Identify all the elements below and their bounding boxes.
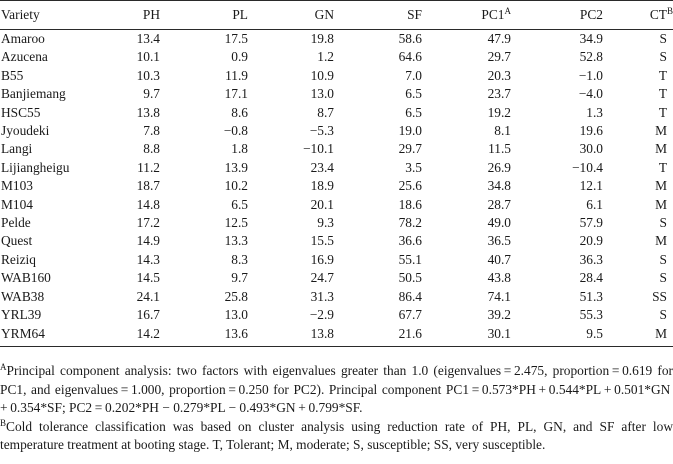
cell-pc2: −1.0	[578, 67, 603, 83]
table-row	[0, 48, 673, 66]
cell-gn: 1.2	[317, 49, 334, 65]
cell-sf: 50.5	[398, 270, 422, 286]
footnote-a	[0, 362, 673, 418]
cell-ct: T	[658, 86, 667, 102]
cell-ct: S	[659, 31, 667, 46]
cell-ct: M	[655, 196, 667, 212]
cell-variety: Langi	[1, 141, 33, 157]
cell-pc2: 51.3	[579, 288, 603, 304]
cell-ct: T	[658, 159, 667, 175]
cell-sf: 18.6	[398, 196, 422, 212]
cell-ct: M	[655, 178, 667, 194]
cell-pc1: 29.7	[487, 49, 511, 65]
cell-ct: T	[658, 67, 667, 83]
cell-pc2: 19.6	[579, 123, 603, 139]
cell-ph: 10.1	[136, 49, 160, 65]
cell-ph: 13.4	[136, 31, 160, 46]
cell-pc2: 57.9	[579, 215, 603, 231]
cell-ph: 10.3	[136, 67, 160, 83]
cell-pc1: 20.3	[487, 67, 511, 83]
header-ct	[603, 1, 673, 30]
cell-pc2: −4.0	[578, 86, 603, 102]
cell-ph: 14.2	[112, 325, 160, 347]
cell-sf: 29.7	[398, 141, 422, 157]
header-ct-footnote-marker: B	[666, 6, 673, 16]
footnote-b	[0, 418, 673, 455]
cell-ph: 9.7	[143, 86, 160, 102]
cell-pc1: 19.2	[487, 104, 511, 120]
cell-ph: 14.8	[136, 196, 160, 212]
cell-ph: 14.5	[136, 270, 160, 286]
cell-pc1: 34.8	[487, 178, 511, 194]
header-gn: GN	[248, 1, 334, 30]
header-ct-label: CT	[649, 7, 667, 22]
cell-variety: B55	[1, 67, 24, 83]
cell-sf: 55.1	[398, 251, 422, 267]
cell-variety: Pelde	[1, 215, 31, 231]
cell-variety: M104	[1, 196, 33, 212]
cell-pl: 13.0	[224, 307, 248, 323]
cell-pc2: 52.8	[579, 49, 603, 65]
cell-gn: 13.0	[310, 86, 334, 102]
cell-ct: S	[659, 251, 667, 267]
cell-pl: 1.8	[231, 141, 248, 157]
cell-variety: Azucena	[1, 49, 48, 65]
table-row	[0, 232, 673, 250]
header-sf: SF	[334, 1, 422, 30]
cell-ph: 17.2	[136, 215, 160, 231]
cell-gn: 8.7	[317, 104, 334, 120]
header-pc1-footnote-marker: A	[504, 6, 511, 16]
cell-pc1: 8.1	[494, 123, 511, 139]
cell-pl: 13.3	[224, 233, 248, 249]
cell-ct: M	[655, 141, 667, 157]
cell-pc2: −10.4	[572, 159, 603, 175]
table-row	[0, 122, 673, 140]
cell-variety: YRM64	[0, 325, 112, 347]
cell-pl: 11.9	[225, 67, 248, 83]
cell-pc1: 43.8	[487, 270, 511, 286]
header-variety: Variety	[0, 1, 112, 30]
cell-gn: 16.9	[310, 251, 334, 267]
cell-pc2: 34.9	[579, 31, 603, 46]
cell-gn: −5.3	[309, 123, 334, 139]
cell-ph: 13.8	[136, 104, 160, 120]
cell-ct: SS	[652, 288, 667, 304]
cell-gn: 10.9	[310, 67, 334, 83]
cell-pc2: 1.3	[586, 104, 603, 120]
cell-sf: 36.6	[398, 233, 422, 249]
cell-pc1: 26.9	[487, 159, 511, 175]
cell-gn: −10.1	[303, 141, 334, 157]
cell-pl: 25.8	[224, 288, 248, 304]
cell-ph: 14.3	[136, 251, 160, 267]
table-row	[0, 159, 673, 177]
cell-gn: 23.4	[310, 159, 334, 175]
cell-pc1: 39.2	[487, 307, 511, 323]
cell-ct: T	[658, 104, 667, 120]
footnote-a-marker: A	[0, 362, 7, 372]
table-row	[0, 288, 673, 306]
cell-sf: 58.6	[398, 31, 422, 46]
cell-pl: 8.3	[231, 251, 248, 267]
cell-sf: 78.2	[398, 215, 422, 231]
header-pc1	[422, 1, 511, 30]
cell-ct: M	[655, 233, 667, 249]
cell-pc2: 28.4	[579, 270, 603, 286]
cell-gn: 19.8	[310, 31, 334, 46]
cell-pl: 9.7	[231, 270, 248, 286]
cell-ph: 24.1	[136, 288, 160, 304]
cell-sf: 7.0	[405, 67, 422, 83]
table-row	[0, 140, 673, 158]
header-ph: PH	[112, 1, 160, 30]
cell-sf: 86.4	[398, 288, 422, 304]
cell-variety: YRL39	[1, 307, 42, 323]
cell-gn: 18.9	[310, 178, 334, 194]
footnote-a-text: Principal component analysis: two factors with eigenvalues greater than 1.0 (eigenvalues = 2.475, proportion = 0.619 for PC1, and eigenvalues = 1.000, proportion = 0.250 for PC2). Principal component PC1 = 0.573*PH + 0.544*PL + 0.501*GN + 0.354*SF; PC2 = 0.202*PH − 0.279*PL − 0.493*GN + 0.799*SF.	[0, 363, 673, 416]
cell-variety: Lijiangheigu	[1, 159, 70, 175]
cell-pl: 13.9	[224, 159, 248, 175]
cell-sf: 19.0	[398, 123, 422, 139]
cell-pl: 6.5	[231, 196, 248, 212]
cell-pc1: 36.5	[487, 233, 511, 249]
cell-sf: 6.5	[405, 104, 422, 120]
cell-pl: 10.2	[224, 178, 248, 194]
header-pc1-label: PC1	[481, 7, 505, 22]
cell-pc1: 28.7	[487, 196, 511, 212]
cell-ph: 14.9	[136, 233, 160, 249]
table-row	[0, 177, 673, 195]
cell-ph: 11.2	[137, 159, 160, 175]
cell-pc1: 23.7	[487, 86, 511, 102]
cell-pc1: 74.1	[487, 288, 511, 304]
table-row	[0, 104, 673, 122]
cell-ct: S	[659, 215, 667, 231]
cell-variety: Amaroo	[1, 31, 45, 46]
table-row	[0, 196, 673, 214]
cell-variety: M103	[1, 178, 33, 194]
table-row	[0, 325, 673, 347]
cell-gn: 9.3	[317, 215, 334, 231]
cell-pl: 17.1	[224, 86, 248, 102]
cell-variety: WAB38	[1, 288, 45, 304]
cell-pc2: 55.3	[579, 307, 603, 323]
cell-pl: −0.8	[223, 123, 248, 139]
cell-ct: S	[659, 270, 667, 286]
cell-ct: M	[655, 123, 667, 139]
header-pl: PL	[160, 1, 248, 30]
cell-pl: 13.6	[160, 325, 248, 347]
cell-pc1: 30.1	[422, 325, 511, 347]
cell-variety: HSC55	[1, 104, 41, 120]
cell-gn: 15.5	[310, 233, 334, 249]
cell-sf: 64.6	[398, 49, 422, 65]
cell-pl: 17.5	[224, 31, 248, 46]
footnote-b-text: Cold tolerance classification was based on cluster analysis using reduction rate of PH, PL, GN, and SF after low temperature treatment at booting stage. T, Tolerant; M, moderate; S, susceptible; SS, very susceptible.	[0, 418, 673, 453]
cell-pl: 12.5	[224, 215, 248, 231]
cell-pc2: 9.5	[511, 325, 603, 347]
cell-gn: 31.3	[310, 288, 334, 304]
cell-ct: S	[659, 49, 667, 65]
cell-pc2: 36.3	[579, 251, 603, 267]
table-footnotes	[0, 362, 673, 455]
cell-variety: Jyoudeki	[1, 123, 50, 139]
cell-sf: 21.6	[334, 325, 422, 347]
cell-ct: S	[659, 307, 667, 323]
cell-pc2: 20.9	[579, 233, 603, 249]
cell-pl: 0.9	[231, 49, 248, 65]
cell-pc1: 49.0	[487, 215, 511, 231]
table-row	[0, 30, 673, 49]
table-row	[0, 67, 673, 85]
table-row	[0, 214, 673, 232]
cell-ph: 8.8	[143, 141, 160, 157]
cell-pc1: 11.5	[488, 141, 511, 157]
cell-variety: Quest	[1, 233, 33, 249]
cell-sf: 3.5	[405, 159, 422, 175]
cell-variety: Banjiemang	[1, 86, 66, 102]
cell-variety: Reiziq	[1, 251, 36, 267]
cell-sf: 67.7	[398, 307, 422, 323]
footnote-b-marker: B	[0, 417, 7, 428]
header-row	[0, 1, 673, 30]
cell-pl: 8.6	[231, 104, 248, 120]
cell-sf: 6.5	[405, 86, 422, 102]
table-row	[0, 306, 673, 324]
header-pc2: PC2	[511, 1, 603, 30]
cell-gn: 24.7	[310, 270, 334, 286]
table-row	[0, 251, 673, 269]
cell-ph: 18.7	[136, 178, 160, 194]
table-row	[0, 269, 673, 287]
cell-pc2: 6.1	[586, 196, 603, 212]
cell-ph: 16.7	[136, 307, 160, 323]
cell-pc2: 12.1	[579, 178, 603, 194]
cell-sf: 25.6	[398, 178, 422, 194]
cell-pc1: 47.9	[487, 31, 511, 46]
cell-pc1: 40.7	[487, 251, 511, 267]
cell-ph: 7.8	[143, 123, 160, 139]
cell-gn: 13.8	[248, 325, 334, 347]
cell-ct: M	[603, 325, 673, 347]
cell-gn: −2.9	[309, 307, 334, 323]
table-row	[0, 85, 673, 103]
cell-pc2: 30.0	[579, 141, 603, 157]
cell-gn: 20.1	[310, 196, 334, 212]
cell-variety: WAB160	[1, 270, 51, 286]
table-body	[0, 30, 673, 347]
